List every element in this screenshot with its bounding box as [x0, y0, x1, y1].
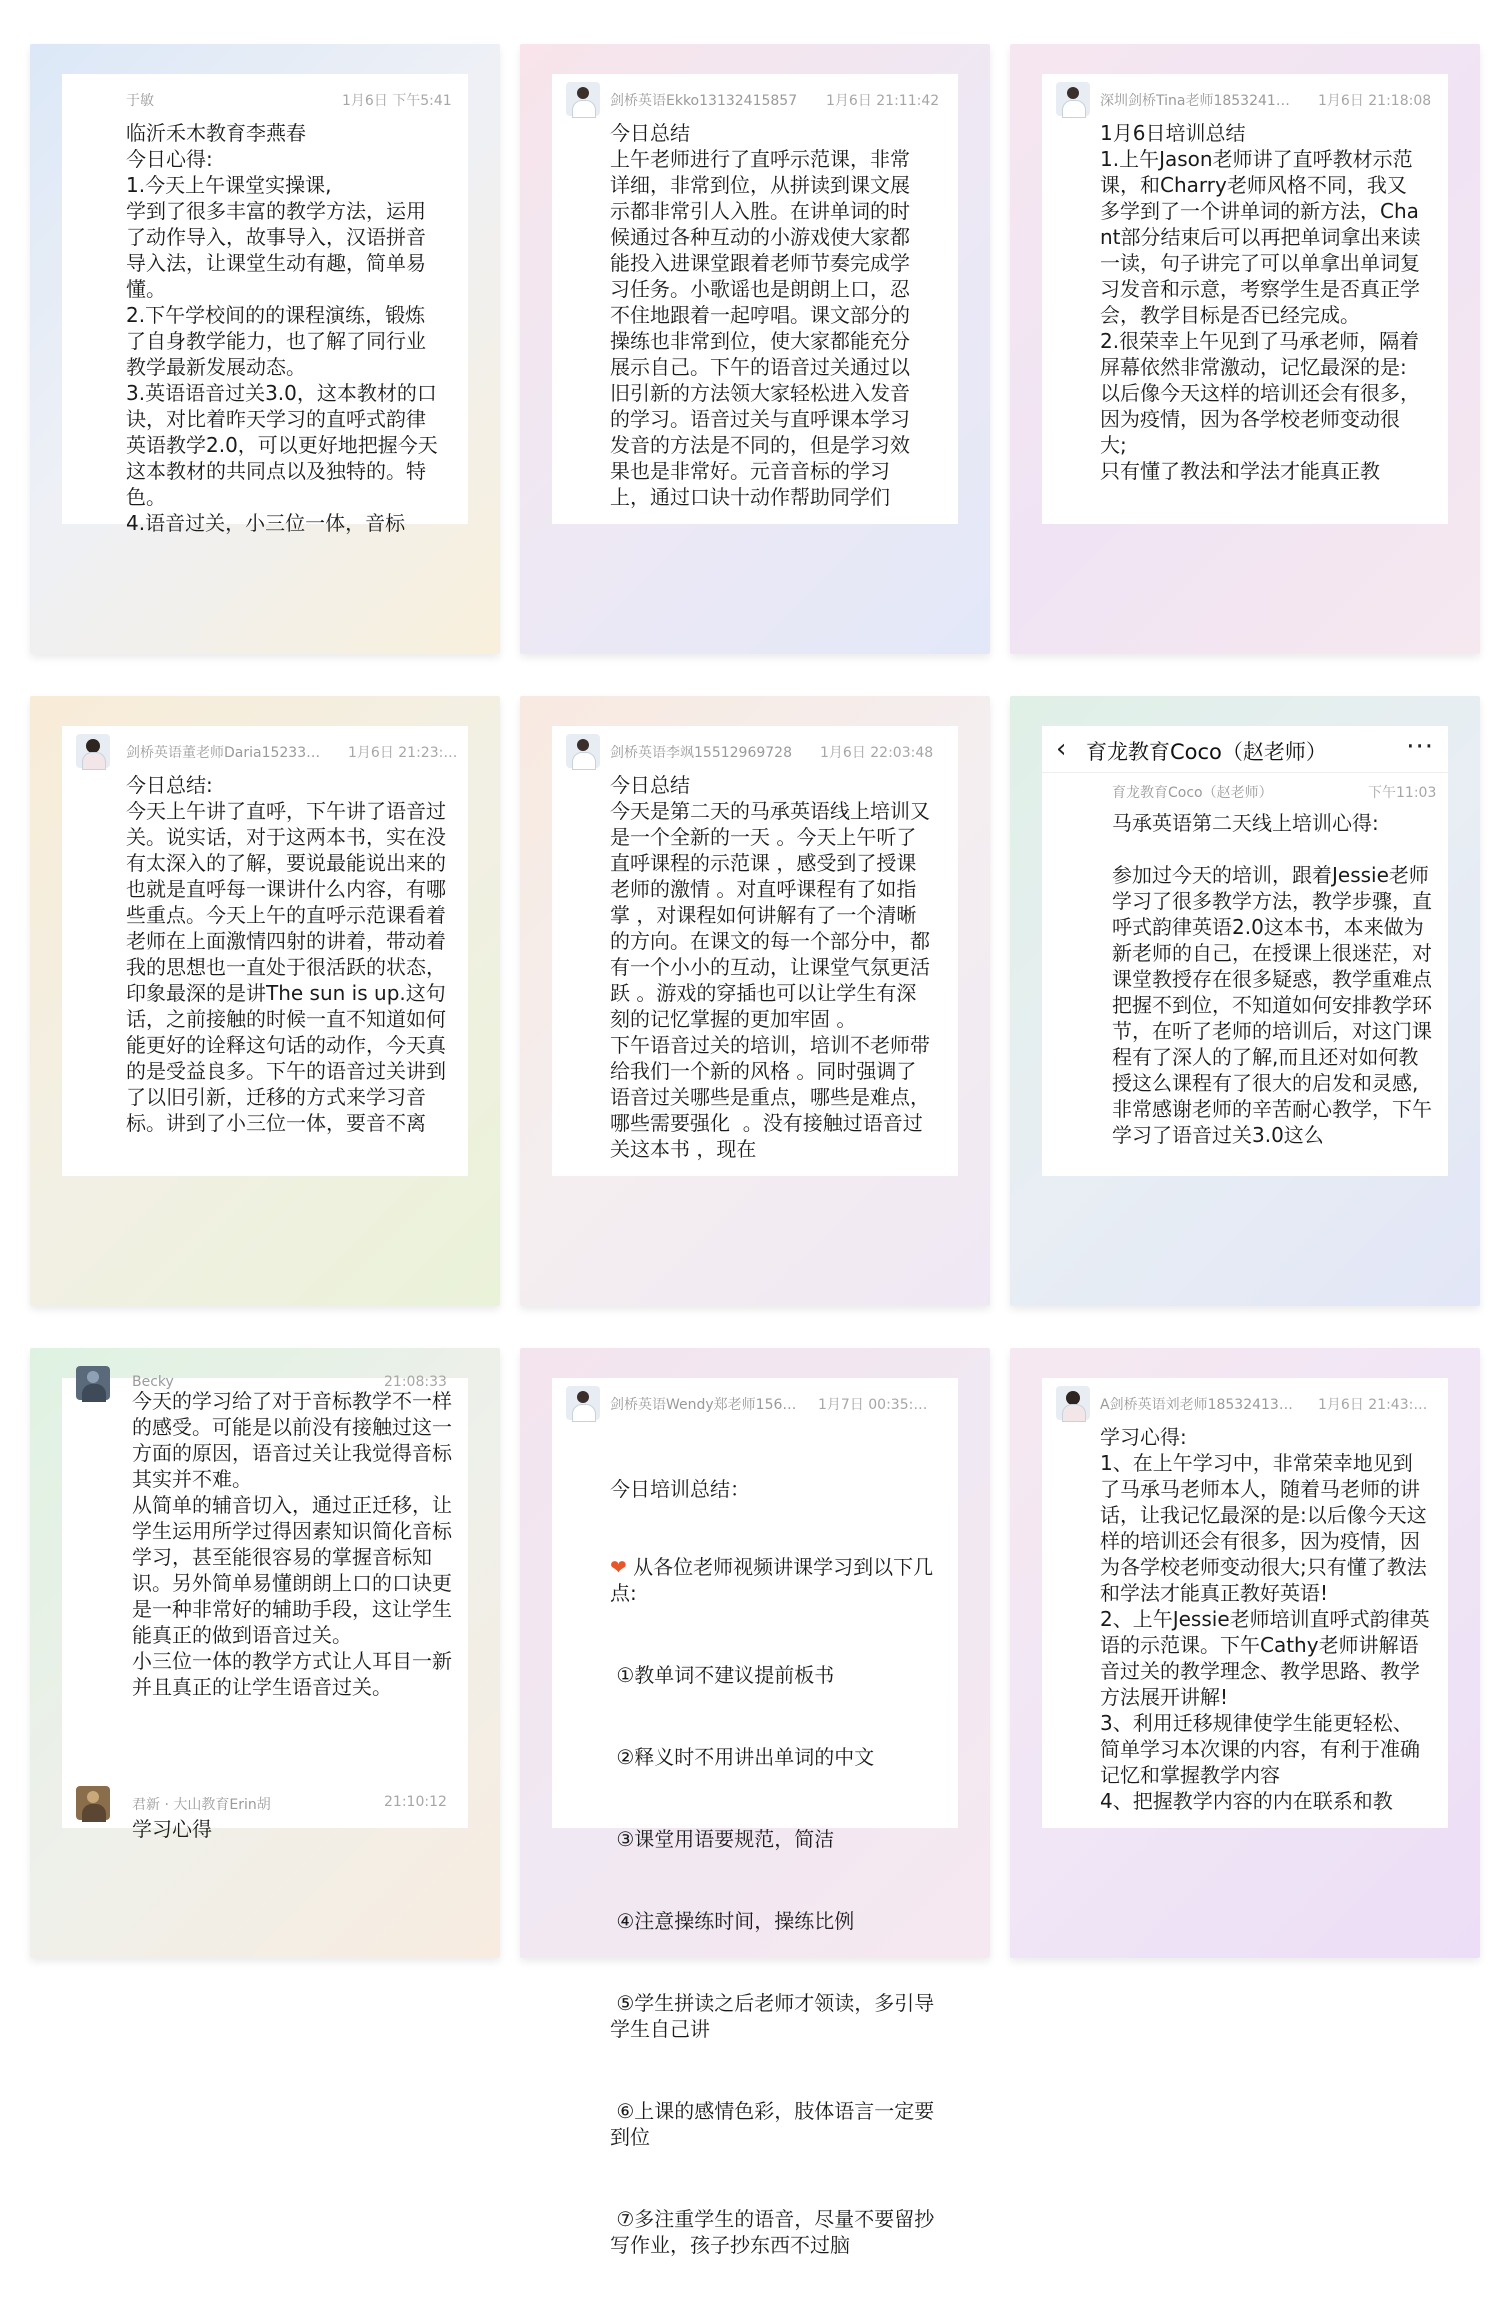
intro-text: 从各位老师视频讲课学习到以下几点: — [610, 1555, 934, 1605]
message-header — [552, 1378, 958, 1418]
sender-name: Becky — [132, 1374, 174, 1390]
message-text: 1月6日培训总结 1.上午Jason老师讲了直呼教材示范课，和Charry老师风格不同，我又多学到了一个讲单词的新方法，Chant部分结束后可以再把单词拿出来读一读，句子讲完了可以单拿出单词复习发音和示意，考察学生是否真正学会，教学目标是否已经完成。 2.很荣幸上午见到了马承老师，隔着屏幕依然非常激动，记忆最深的是: 以后像今天这样的培训还会有很多，因为疫情，因为各学校老师变动很大; 只有懂了教法和学法才能真正教 — [1100, 121, 1421, 483]
note-card-6 — [1010, 696, 1480, 1306]
heart-icon: ❤ — [610, 1555, 627, 1579]
message-heading: 今日培训总结： — [610, 1477, 750, 1501]
point-item: ①教单词不建议提前板书 — [610, 1663, 835, 1687]
message-text: 学习心得: 1、在上午学习中，非常荣幸地见到了马承马老师本人，随着马老师的讲话，让我记忆最深的是:以后像今天这样的培训还会有很多，因为疫情，因为各学校老师变动很大;只有懂了教法和学法才能真正教好英语! 2、上午Jessie老师培训直呼式韵律英语的示范课。下午Cathy老师讲解语音过关的教学理念、教学思路、教学方法展开讲解! 3、利用迁移规律使学生能更轻松、简单学习本次课的内容，有利于准确记忆和掌握教学内容 4、把握教学内容的内在联系和教 — [1100, 1425, 1430, 1813]
message-header-2 — [62, 1778, 468, 1818]
chat-title-bar — [1042, 726, 1448, 773]
chat-screenshot — [1042, 1378, 1448, 1828]
note-card-4 — [30, 696, 500, 1306]
message-text-2: 学习心得 — [132, 1817, 212, 1841]
message-time: 1月6日 下午5:41 — [342, 93, 452, 109]
avatar[interactable] — [566, 1386, 600, 1420]
message-text: 临沂禾木教育李燕春 今日心得: 1.今天上午课堂实操课, 学到了很多丰富的教学方法，运用了动作导入，故事导入，汉语拼音导入法，让课堂生动有趣，简单易懂。 2.下午学校间的的课程演练，锻炼了自身教学能力，也了解了同行业教学最新发展动态。 3.英语语音过关3.0，这本教材的口诀，对比着昨天学习的直呼式韵律英语教学2.0，可以更好地把握今天这本教材的共同点以及独特的。特色。 4.语音过关，小三位一体，音标 — [126, 121, 438, 535]
more-options-icon[interactable]: ··· — [1406, 732, 1434, 762]
avatar[interactable] — [76, 734, 110, 768]
point-item: ⑥上课的感情色彩，肢体语言一定要到位 — [610, 2099, 935, 2149]
avatar[interactable] — [1056, 1386, 1090, 1420]
message-time: 1月6日 21:11:42 — [826, 93, 940, 109]
message-header — [1042, 74, 1448, 114]
message-text: 马承英语第二天线上培训心得: 参加过今天的培训，跟着Jessie老师学习了很多教学方法，教学步骤，直呼式韵律英语2.0这本书，本来做为新老师的自己，在授课上很迷茫，对课堂教授存在很多疑惑，教学重难点把握不到位，不知道如何安排教学环节，在听了老师的培训后，对这门课程有了深人的了解,而且还对如何教授这么课程有了很大的启发和灵感,非常感谢老师的辛苦耐心教学，下午学习了语音过关3.0这么 — [1112, 811, 1432, 1147]
message-time: 1月6日 22:03:48 — [820, 745, 934, 761]
point-item: ⑦多注重学生的语音，尽量不要留抄写作业，孩子抄东西不过脑 — [610, 2207, 935, 2257]
chat-screenshot — [1042, 74, 1448, 524]
chat-screenshot — [552, 726, 958, 1176]
note-card-2 — [520, 44, 990, 654]
message-time: 1月6日 21:43:… — [1318, 1397, 1428, 1413]
avatar[interactable] — [76, 1366, 110, 1400]
point-item: ⑤学生拼读之后老师才领读，多引导学生自己讲 — [610, 1991, 935, 2041]
note-card-1 — [30, 44, 500, 654]
message-text: 今日总结 今天是第二天的马承英语线上培训又是一个全新的一天 。今天上午听了直呼课程的示范课 ，感受到了授课老师的激情 。对直呼课程有了如指掌 ，对课程如何讲解有了一个清晰的方向。在课文的每一个部分中，都有一个小小的互动，让课堂气氛更活跃 。游戏的穿插也可以让学生有深刻的记忆掌握的更加牢固 。 下午语音过关的培训，培训不老师带给我们一个新的风格 。同时强调了语音过关哪些是重点，哪些是难点， 哪些需要强化 。没有接触过语音过关这本书 ，现在 — [610, 773, 930, 1161]
chat-screenshot — [62, 1374, 468, 1841]
chat-screenshot — [1042, 726, 1448, 1176]
message-header — [62, 74, 468, 114]
point-item: ③课堂用语要规范，简洁 — [610, 1827, 835, 1851]
sender-name: 育龙教育Coco（赵老师） — [1112, 785, 1273, 801]
message-time: 1月7日 00:35:… — [818, 1397, 928, 1413]
sender-name: 深圳剑桥Tina老师1853241… — [1100, 93, 1290, 109]
sender-name: 君新 · 大山教育Erin胡 — [132, 1797, 271, 1813]
avatar[interactable] — [566, 82, 600, 116]
chat-screenshot — [62, 74, 468, 535]
sender-name: 剑桥英语Wendy郑老师156… — [610, 1397, 797, 1413]
avatar[interactable] — [1056, 82, 1090, 116]
note-card-9 — [1010, 1348, 1480, 1958]
note-card-5 — [520, 696, 990, 1306]
sender-name: 剑桥英语Ekko13132415857 — [610, 93, 798, 109]
message-time: 1月6日 21:23:… — [348, 745, 458, 761]
chat-title: 育龙教育Coco（赵老师） — [1086, 740, 1327, 764]
message-block — [610, 1424, 936, 2310]
note-card-8 — [520, 1348, 990, 2257]
sender-name: 于敏 — [126, 93, 154, 109]
message-intro — [610, 1554, 936, 1606]
message-text: 今日总结 上午老师进行了直呼示范课，非常详细，非常到位，从拼读到课文展示都非常引人入胜。在讲单词的时候通过各种互动的小游戏使大家都能投入进课堂跟着老师节奏完成学习任务。小歌谣也是朗朗上口，忍不住地跟着一起哼唱。课文部分的操练也非常到位，使大家都能充分展示自己。下午的语音过关通过以旧引新的方法领大家轻松进入发音的学习。语音过关与直呼课本学习发音的方法是不同的，但是学习效果也是非常好。元音音标的学习上，通过口诀十动作帮助同学们 — [610, 121, 910, 509]
chat-screenshot — [62, 726, 468, 1176]
message-time: 1月6日 21:18:08 — [1318, 93, 1432, 109]
note-card-3 — [1010, 44, 1480, 654]
sender-name: 剑桥英语董老师Daria15233… — [126, 745, 321, 761]
avatar[interactable] — [76, 1786, 110, 1820]
message-time: 21:08:33 — [384, 1374, 447, 1390]
message-header — [1042, 772, 1448, 812]
message-header — [552, 74, 958, 114]
message-text: 今日总结: 今天上午讲了直呼，下午讲了语音过关。说实话，对于这两本书，实在没有太深入的了解，要说最能说出来的也就是直呼每一课讲什么内容，有哪些重点。今天上午的直呼示范课看着老师在上面激情四射的讲着，带动着我的思想也一直处于很活跃的状态，印象最深的是讲The sun is up.这句话，之前接触的时候一直不知道如何能更好的诠释这句话的动作，今天真的是受益良多。下午的语音过关讲到了以旧引新，迁移的方式来学习音标。讲到了小三位一体，要音不离 — [126, 773, 446, 1135]
back-chevron-icon[interactable]: ‹ — [1056, 734, 1067, 764]
message-text: 今天的学习给了对于音标教学不一样的感受。可能是以前没有接触过这一方面的原因，语音过关让我觉得音标其实并不难。 从简单的辅音切入，通过正迁移，让学生运用所学过得因素知识简化音标学习，甚至能很容易的掌握音标知识。另外简单易懂朗朗上口的口诀更是一种非常好的辅助手段，这让学生能真正的做到语音过关。 小三位一体的教学方式让人耳目一新并且真正的让学生语音过关。 — [132, 1389, 452, 1699]
message-header — [62, 726, 468, 766]
chat-screenshot — [552, 74, 958, 524]
message-header — [1042, 1378, 1448, 1418]
sender-name: 剑桥英语李飒15512969728 — [610, 745, 792, 761]
sender-name: A剑桥英语刘老师18532413… — [1100, 1397, 1293, 1413]
message-time: 21:10:12 — [384, 1794, 447, 1810]
message-header — [552, 726, 958, 766]
point-item: ②释义时不用讲出单词的中文 — [610, 1745, 875, 1769]
note-card-7 — [30, 1348, 500, 1958]
chat-screenshot — [552, 1378, 958, 2257]
point-item: ④注意操练时间，操练比例 — [610, 1909, 855, 1933]
message-time: 下午11:03 — [1368, 785, 1437, 801]
avatar[interactable] — [566, 734, 600, 768]
